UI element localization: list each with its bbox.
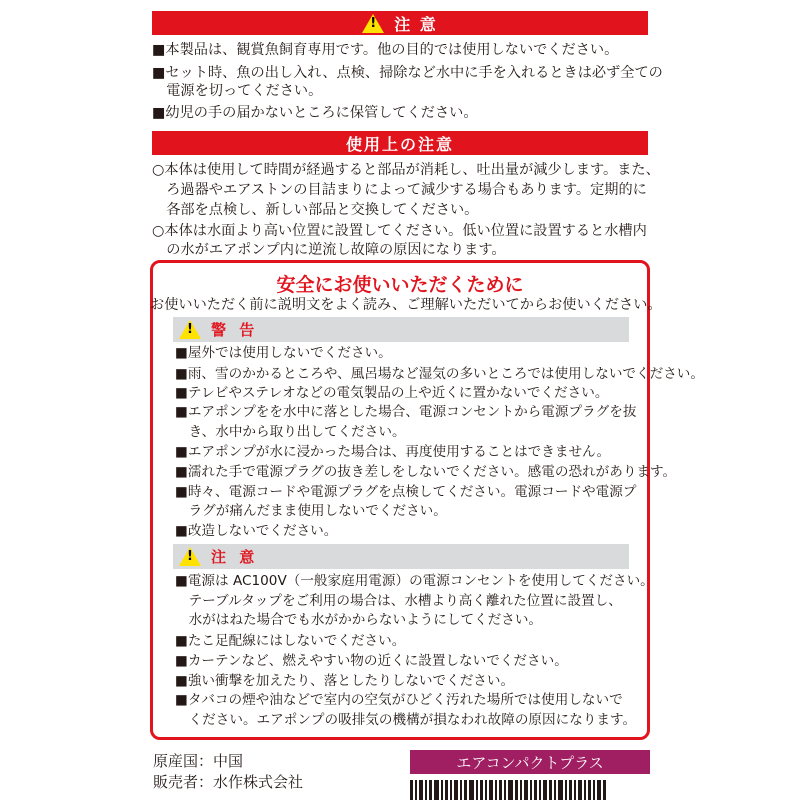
warning-line: ■改造しないでください。 — [175, 523, 338, 539]
warning-line: き、水中から取り出してください。 — [175, 424, 406, 440]
warning-line: ■エアポンプが水に浸かった場合は、再度使用することはできません。 — [175, 444, 611, 460]
product-name-label: エアコンパクトプラス — [410, 750, 650, 774]
usage-line: 各部を点検し、新しい部品と交換してください。 — [152, 202, 479, 218]
caution-inner-line: ■タバコの煙や油などで室内の空気がひどく汚れた場所では使用しないで — [175, 692, 623, 708]
caution-inner-line: ください。エアポンプの吸排気の機構が損なわれ故障の原因になります。 — [175, 712, 637, 728]
warning-line: ■時々、電源コードや電源プラグを点検してください。電源コードや電源プ — [175, 484, 637, 500]
warning-line: ラグが痛んだまま使用しないでください。 — [175, 503, 447, 519]
caution-line: ■本製品は、観賞魚飼育専用です。他の目的では使用しないでください。 — [152, 42, 619, 58]
warning-line: ■屋外では使用しないでください。 — [175, 345, 392, 361]
caution-title: 注 意 — [394, 14, 438, 34]
caution-header — [173, 544, 629, 569]
warning-triangle-icon — [179, 547, 201, 566]
warning-line: ■雨、雪のかかるところや、風呂場など湿気の多いところでは使用しないでください。 — [175, 366, 704, 382]
warning-triangle-icon — [362, 14, 384, 33]
usage-title: 使用上の注意 — [345, 134, 454, 154]
usage-line: ろ過器やエアストンの目詰まりによって減少する場合もあります。定期的に — [152, 182, 647, 198]
caution-line: ■セット時、魚の出し入れ、点検、掃除など水中に手を入れるときは必ず全ての — [152, 65, 663, 81]
warning-header — [173, 317, 629, 342]
caution-banner — [152, 11, 648, 35]
usage-line: ○本体は水面より高い位置に設置してください。低い位置に設置すると水槽内 — [152, 223, 647, 239]
caution-inner-line: ■電源は AC100V（一般家庭用電源）の電源コンセントを使用してください。 — [175, 573, 654, 589]
safety-title: 安全にお使いいただくために — [276, 274, 524, 296]
origin-text: 原産国：中国 — [153, 752, 244, 770]
seller-text: 販売者：水作株式会社 — [153, 773, 304, 791]
usage-line: ○本体は使用して時間が経過すると部品が消耗し、吐出量が減少します。また、 — [152, 162, 660, 178]
caution-inner-line: 水がはねた場合でも水がかからないようにしてください。 — [175, 612, 543, 628]
warning-line: ■エアポンプをを水中に落とした場合、電源コンセントから電源プラグを抜 — [175, 404, 637, 420]
caution-inner-line: ■強い衝撃を加えたり、落としたりしないでください。 — [175, 673, 515, 689]
warning-line: ■テレビやステレオなどの電気製品の上や近くに置かないでください。 — [175, 385, 609, 401]
caution-inner-line: テーブルタップをご利用の場合は、水槽より高く離れた位置に設置し、 — [175, 593, 622, 609]
barcode — [410, 780, 650, 800]
caution-line: ■幼児の手の届かないところに保管してください。 — [152, 105, 478, 121]
usage-line: の水がエアポンプ内に逆流し故障の原因になります。 — [152, 242, 506, 258]
caution-line: 電源を切ってください。 — [152, 83, 323, 99]
caution-inner-title: 注 意 — [211, 548, 259, 566]
warning-triangle-icon — [179, 320, 201, 339]
caution-inner-line: ■カーテンなど、燃えやすい物の近くに設置しないでください。 — [175, 653, 568, 669]
warning-title: 警 告 — [211, 321, 259, 339]
warning-line: ■濡れた手で電源プラグの抜き差しをしないでください。感電の恐れがあります。 — [175, 464, 677, 480]
usage-banner — [152, 131, 648, 155]
caution-inner-line: ■たこ足配線にはしないでください。 — [175, 633, 406, 649]
safety-subtitle: お使いいただく前に説明文をよく読み、ご理解いただいてからお使いください。 — [150, 297, 662, 313]
